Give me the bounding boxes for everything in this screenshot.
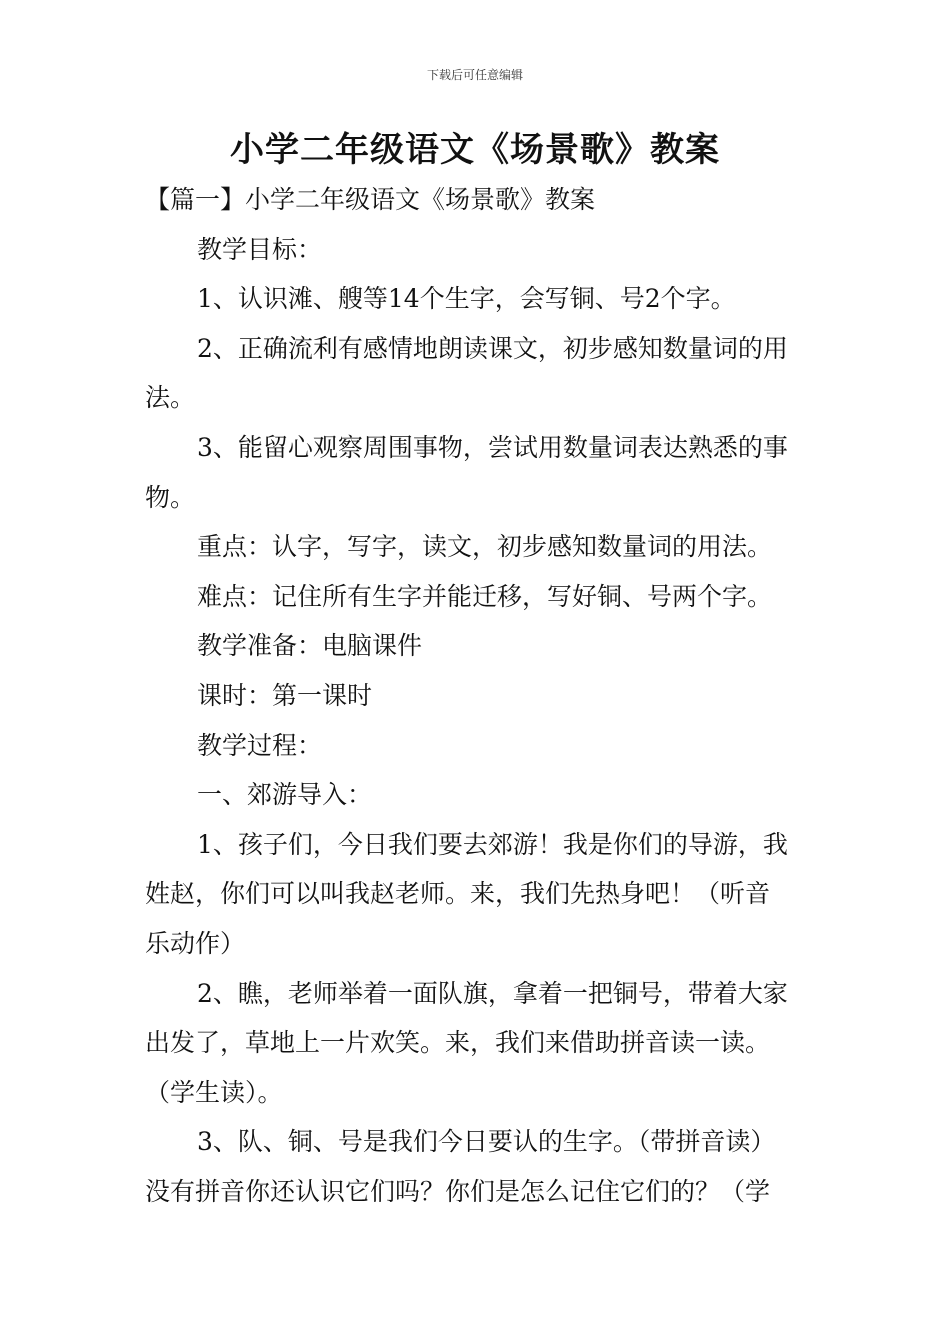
paragraph-line: 物。 [145, 482, 196, 512]
paragraph-line: 没有拼音你还认识它们吗？你们是怎么记住它们的？（学 [145, 1176, 771, 1206]
header-note: 下载后可任意编辑 [426, 68, 523, 82]
paragraph-line: 1、孩子们，今日我们要去郊游！我是你们的导游，我 [197, 829, 788, 859]
paragraph-line: 姓赵，你们可以叫我赵老师。来，我们先热身吧！（听音 [145, 879, 771, 909]
paragraph-line: 法。 [145, 383, 196, 413]
document-title: 小学二年级语文《场景歌》教案 [230, 130, 720, 170]
paragraph-line: 教学过程： [197, 730, 323, 760]
paragraph-line: 一、郊游导入： [197, 780, 373, 810]
section-heading: 【篇一】小学二年级语文《场景歌》教案 [145, 185, 596, 214]
paragraph-line: 2、瞧，老师举着一面队旗，拿着一把铜号，带着大家 [197, 978, 788, 1008]
document-body [145, 175, 807, 1216]
paragraph-line: 3、队、铜、号是我们今日要认的生字。（带拼音读） [197, 1127, 776, 1157]
paragraph-line: 出发了，草地上一片欢笑。来，我们来借助拼音读一读。 [145, 1028, 771, 1058]
paragraph-line: 课时：第一课时 [197, 680, 373, 710]
paragraph-line: 2、正确流利有感情地朗读课文，初步感知数量词的用 [197, 333, 788, 363]
paragraph-line: 教学目标： [197, 234, 323, 264]
paragraph-line: （学生读）。 [145, 1077, 283, 1107]
paragraph-line: 1、认识滩、艘等14个生字，会写铜、号2个字。 [197, 284, 736, 314]
paragraph-line: 教学准备：电脑课件 [197, 631, 423, 661]
paragraph-line: 乐动作） [145, 928, 246, 958]
paragraph-line: 重点：认字，写字，读文，初步感知数量词的用法。 [197, 532, 773, 562]
paragraph-line: 难点：记住所有生字并能迁移，写好铜、号两个字。 [197, 581, 773, 611]
paragraph-line: 3、能留心观察周围事物，尝试用数量词表达熟悉的事 [197, 432, 788, 462]
